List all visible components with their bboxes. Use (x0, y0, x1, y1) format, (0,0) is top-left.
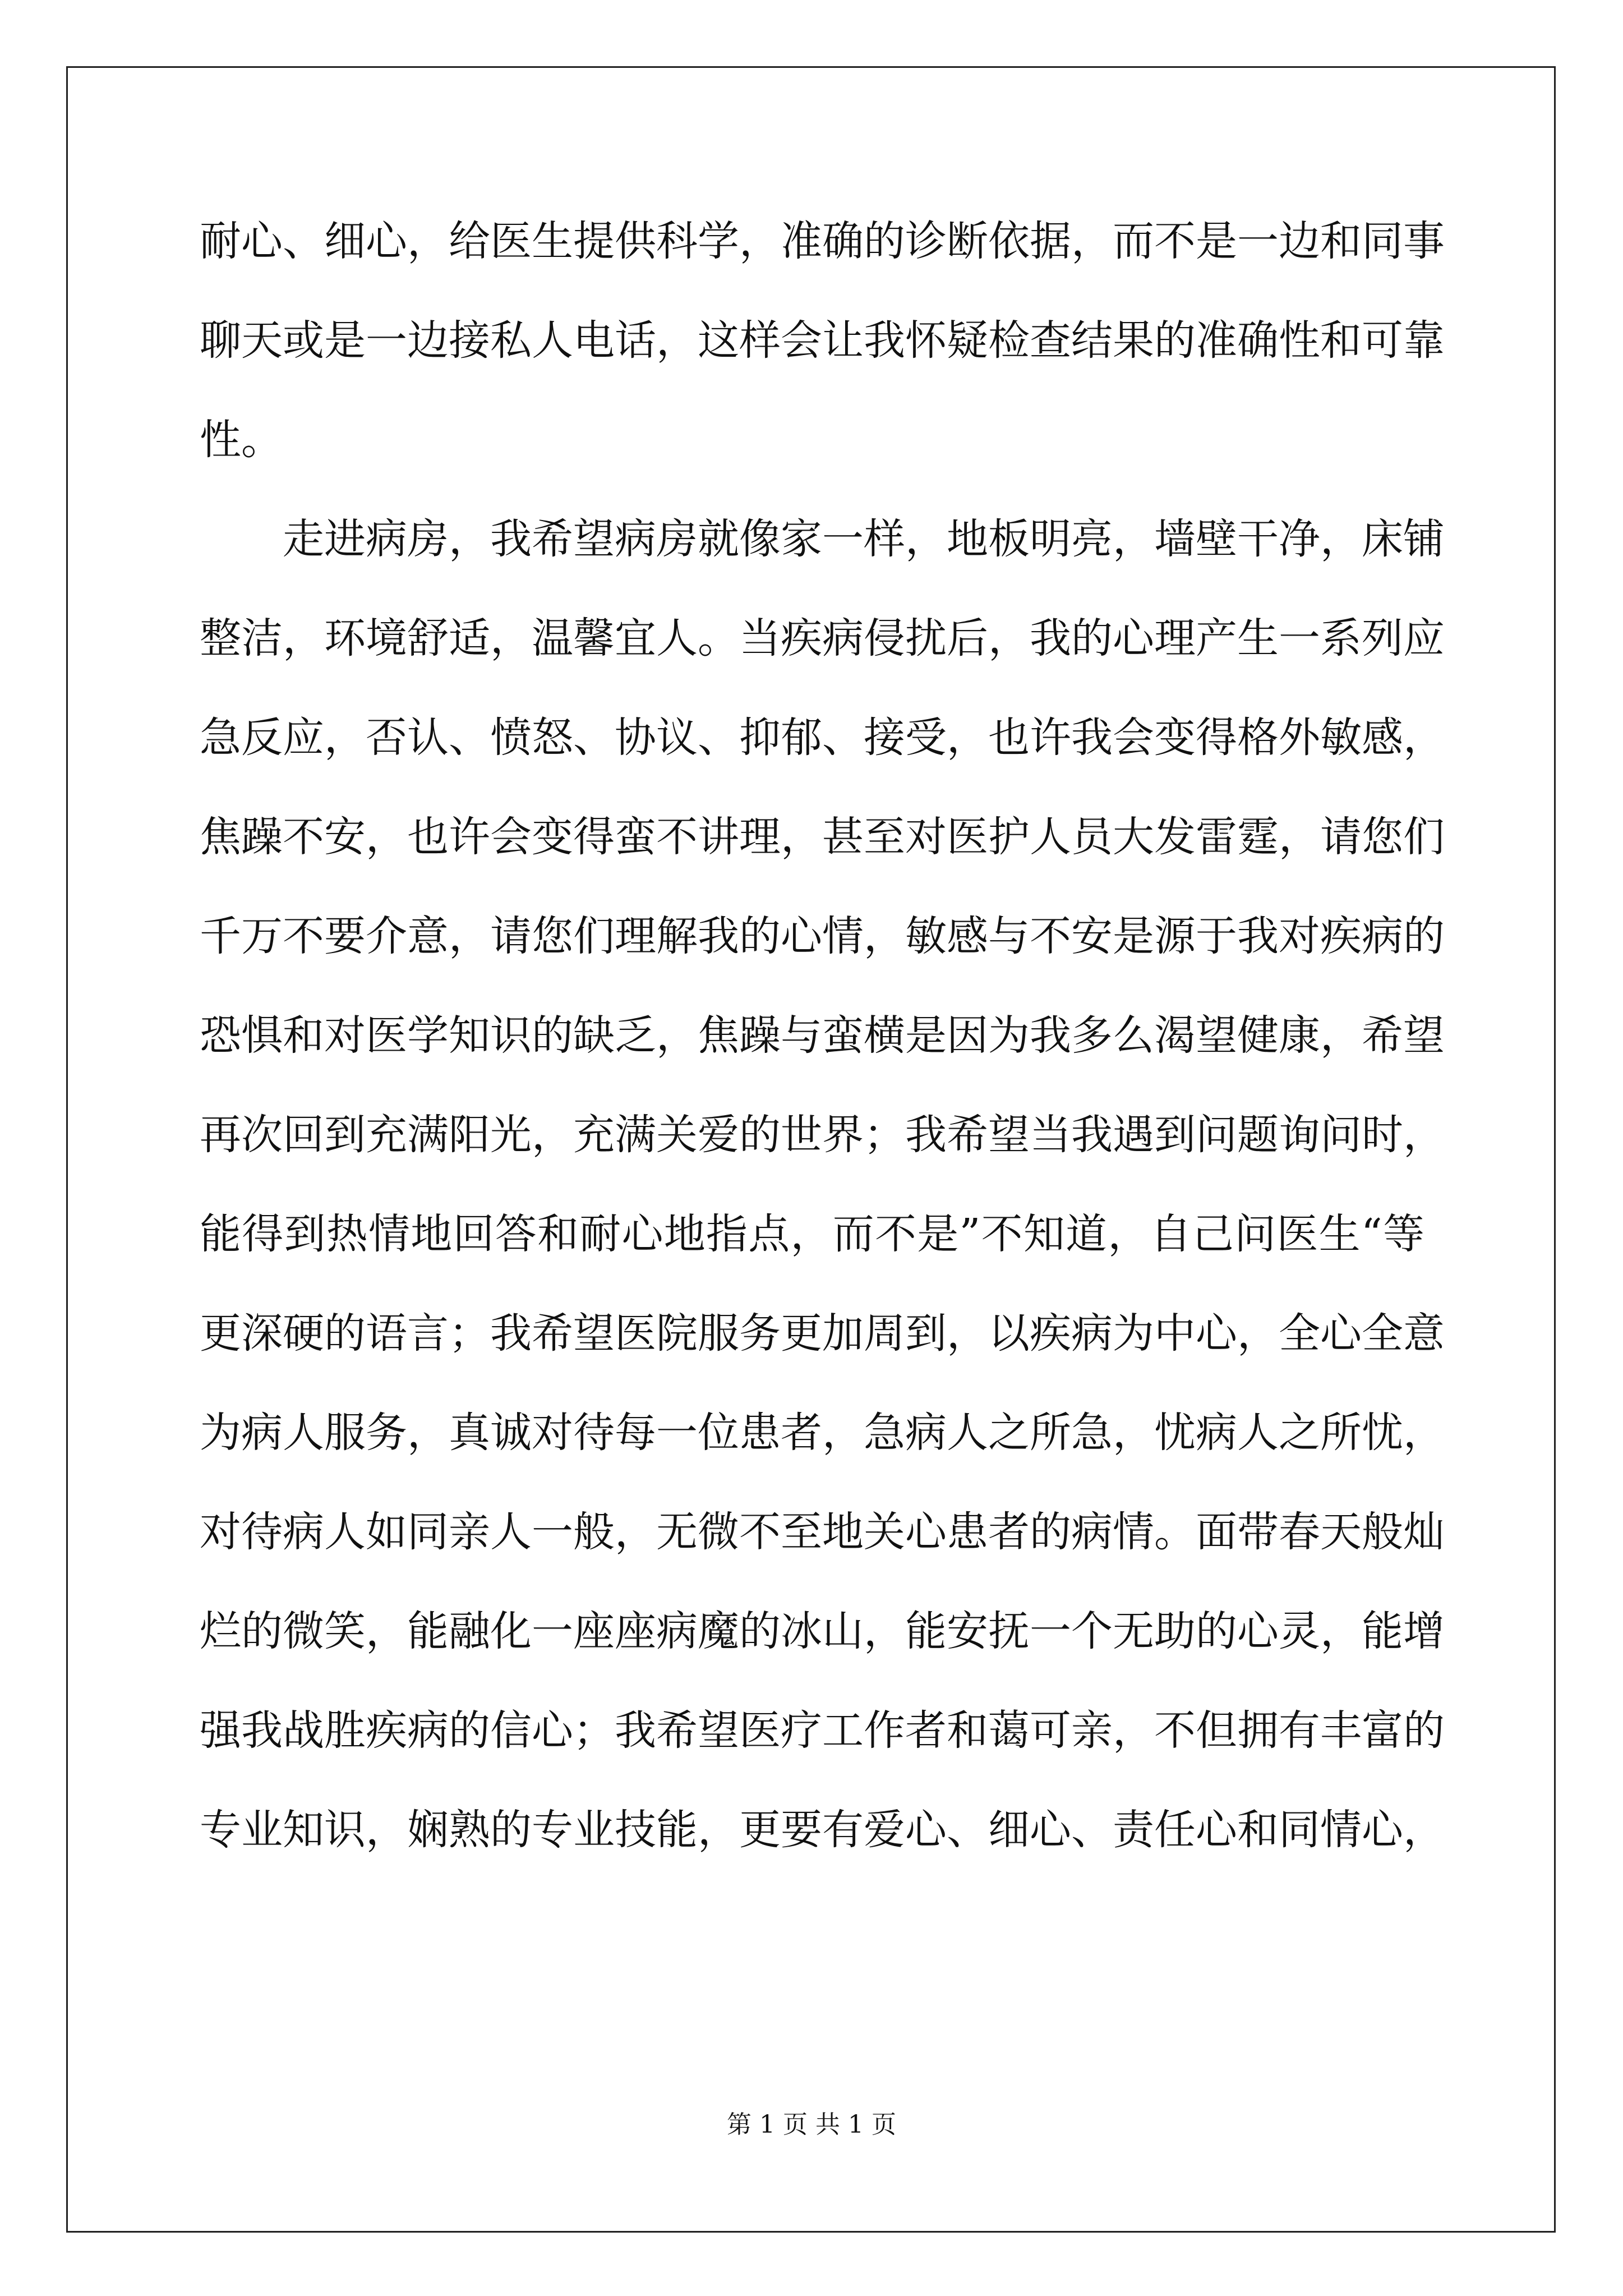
text-line: 聊 天 或 是 一 边 接 私 人 电 话 ， 这 样 会 让 我 怀 疑 检 查 结 果 的 准 确 性 和 可 靠 (200, 316, 1445, 365)
page-number-footer: 第 1 页 共 1 页 (727, 2110, 896, 2139)
text-line: 强 我 战 胜 疾 病 的 信 心 ； 我 希 望 医 疗 工 作 者 和 蔼 可 亲 ， 不 但 拥 有 丰 富 的 (200, 1706, 1445, 1755)
text-line: 对 待 病 人 如 同 亲 人 一 般 ， 无 微 不 至 地 关 心 患 者 的 病 情 。 面 带 春 天 般 灿 (200, 1508, 1445, 1556)
text-line: 急 反 应 ， 否 认 、 愤 怒 、 协 议 、 抑 郁 、 接 受 ， 也 许 我 会 变 得 格 外 敏 感 ， (200, 714, 1445, 762)
text-line: 整 洁 ， 环 境 舒 适 ， 温 馨 宜 人 。 当 疾 病 侵 扰 后 ， 我 的 心 理 产 生 一 系 列 应 (200, 614, 1445, 662)
text-line: 焦 躁 不 安 ， 也 许 会 变 得 蛮 不 讲 理 ， 甚 至 对 医 护 人 员 大 发 雷 霆 ， 请 您 们 (200, 813, 1445, 861)
text-line: 再 次 回 到 充 满 阳 光 ， 充 满 关 爱 的 世 界 ； 我 希 望 当 我 遇 到 问 题 询 问 时 ， (200, 1111, 1445, 1159)
text-line: 为 病 人 服 务 ， 真 诚 对 待 每 一 位 患 者 ， 急 病 人 之 所 急 ， 忧 病 人 之 所 忧 ， (200, 1409, 1445, 1457)
text-line: 专 业 知 识 ， 娴 熟 的 专 业 技 能 ， 更 要 有 爱 心 、 细 心 、 责 任 心 和 同 情 心 ， (200, 1806, 1445, 1854)
text-line: 耐 心 、 细 心 ， 给 医 生 提 供 科 学 ， 准 确 的 诊 断 依 据 ， 而 不 是 一 边 和 同 事 (200, 217, 1445, 265)
text-line: 烂 的 微 笑 ， 能 融 化 一 座 座 病 魔 的 冰 山 ， 能 安 抚 一 个 无 助 的 心 灵 ， 能 增 (200, 1607, 1445, 1655)
text-line: 走 进 病 房 ， 我 希 望 病 房 就 像 家 一 样 ， 地 板 明 亮 ， 墙 壁 干 净 ， 床 铺 (283, 515, 1445, 563)
text-line: 更 深 硬 的 语 言 ； 我 希 望 医 院 服 务 更 加 周 到 ， 以 疾 病 为 中 心 ， 全 心 全 意 (200, 1309, 1445, 1358)
text-line: 千 万 不 要 介 意 ， 请 您 们 理 解 我 的 心 情 ， 敏 感 与 不 安 是 源 于 我 对 疾 病 的 (200, 912, 1445, 960)
text-line: 能 得 到 热 情 地 回 答 和 耐 心 地 指 点 ， 而 不 是 ” 不 知 道 ， 自 己 问 医 生 “ 等 (200, 1210, 1424, 1258)
text-line: 恐 惧 和 对 医 学 知 识 的 缺 乏 ， 焦 躁 与 蛮 横 是 因 为 我 多 么 渴 望 健 康 ， 希 望 (200, 1011, 1445, 1060)
text-line: 性 。 (200, 416, 283, 464)
document-body (200, 213, 1445, 1901)
